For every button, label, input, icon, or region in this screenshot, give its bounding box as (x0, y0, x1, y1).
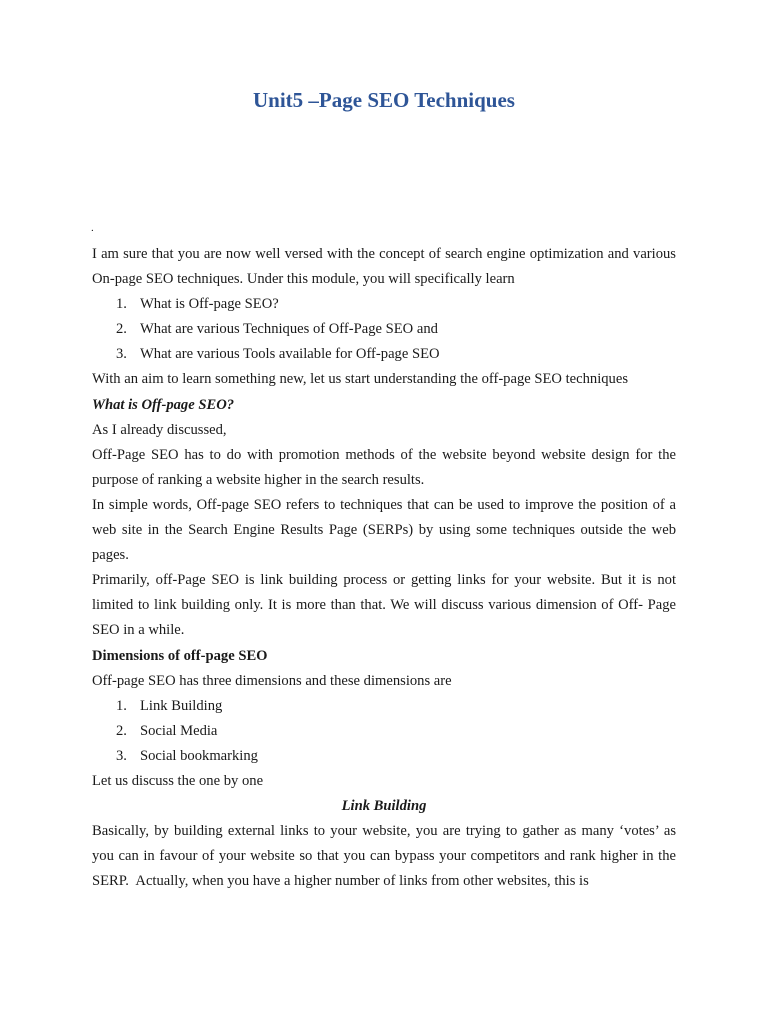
list-text: Link Building (140, 697, 223, 714)
stray-dot: . (91, 222, 94, 234)
heading-what-is-off-page-seo: What is Off-page SEO? (92, 396, 235, 413)
list-number: 1. (116, 697, 127, 714)
paragraph-off-page: Off-Page SEO has to do with promotion methods of the website beyond website design for the purpose of ranking a website higher in the search results. (92, 446, 676, 488)
list-number: 2. (116, 321, 127, 338)
paragraph-basically: Basically, by building external links to your website, you are trying to gather as many ‘votes’ as you can in favour of your website so that you can bypass your competitors and rank higher in the SERP. Actually, when you have a higher number of links from other websites, this is (92, 823, 676, 890)
paragraph-simple-words: In simple words, Off-page SEO refers to techniques that can be used to improve the position of a web site in the Search Engine Results Page (SERPs) by using some techniques outside the web pages. (92, 496, 676, 564)
list-number: 3. (116, 747, 127, 764)
list-item (92, 292, 676, 317)
list-text: What is Off-page SEO? (140, 296, 279, 313)
intro-paragraph-2: With an aim to learn something new, let us start understanding the off-page SEO techniques (92, 371, 629, 388)
list-number: 1. (116, 296, 127, 313)
list-item (92, 317, 676, 342)
heading-link-building: Link Building (341, 798, 427, 815)
heading-dimensions: Dimensions of off-page SEO (92, 647, 268, 664)
list-number: 3. (116, 346, 127, 363)
document-title: Unit5 –Page SEO Techniques (253, 88, 515, 112)
document-body (92, 242, 676, 894)
learning-list (92, 292, 676, 367)
list-text: What are various Tools available for Off-page SEO (140, 346, 440, 363)
list-item (92, 744, 676, 769)
list-item (92, 342, 676, 367)
list-text: Social bookmarking (140, 747, 258, 764)
paragraph-already: As I already discussed, (92, 421, 227, 438)
list-number: 2. (116, 722, 127, 739)
list-item (92, 694, 676, 719)
paragraph-three-dimensions: Off-page SEO has three dimensions and these dimensions are (92, 672, 452, 689)
list-item (92, 719, 676, 744)
intro-paragraph: I am sure that you are now well versed with the concept of search engine optimization and various On-page SEO techniques. Under this module, you will specifically learn (92, 246, 676, 288)
paragraph-discuss: Let us discuss the one by one (92, 772, 264, 789)
list-text: Social Media (140, 722, 218, 739)
dimensions-list (92, 694, 676, 769)
list-text: What are various Techniques of Off-Page SEO and (140, 321, 438, 338)
paragraph-primarily: Primarily, off-Page SEO is link building process or getting links for your website. But it is not limited to link building only. It is more than that. We will discuss various dimension of Off- Page SEO in a while. (92, 572, 676, 639)
